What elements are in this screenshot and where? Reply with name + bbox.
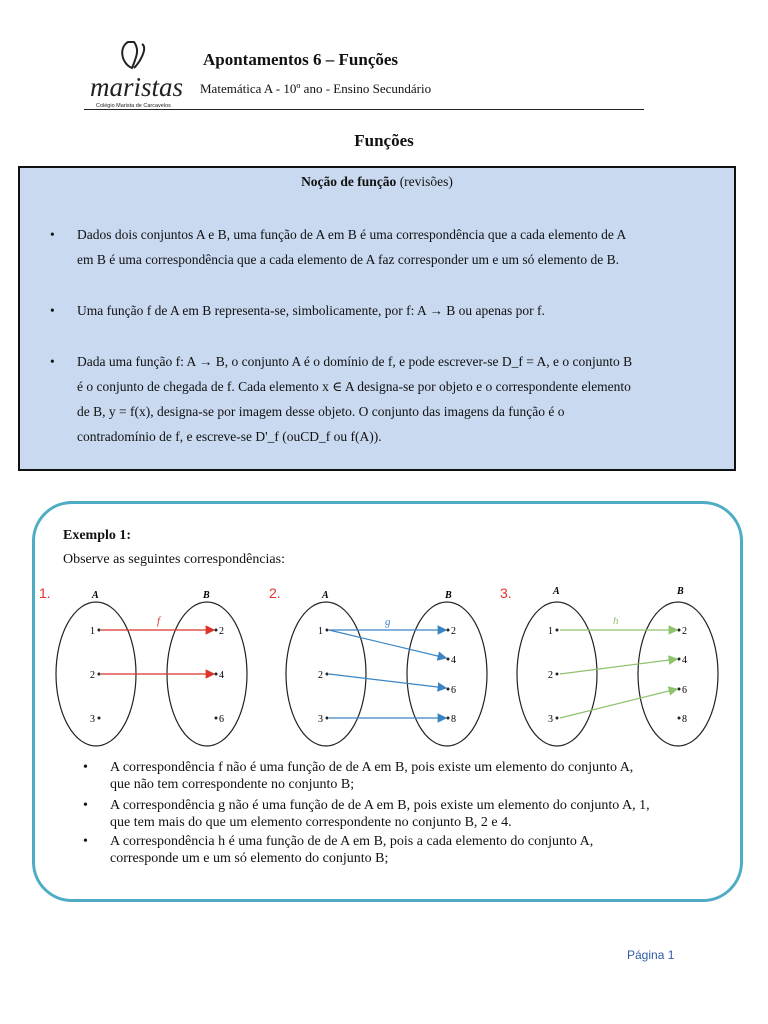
diagram-2-set-a-label: A — [322, 590, 329, 601]
point-dot — [326, 673, 329, 676]
point-dot — [447, 658, 450, 661]
definition-bullet-1-line-1: Dados dois conjuntos A e B, uma função de A em B é uma correspondência que a cada elemento de A — [77, 227, 627, 242]
diagram-3-b-element-3: 6 — [682, 685, 687, 696]
point-dot — [556, 717, 559, 720]
point-dot — [447, 717, 450, 720]
diagram-3-a-element-2: 2 — [548, 670, 553, 681]
point-dot — [326, 717, 329, 720]
example-title: Exemplo 1: — [63, 528, 132, 543]
diagram-1-b-element-1: 2 — [219, 626, 224, 637]
diagram-1 — [39, 585, 247, 746]
point-dot — [215, 629, 218, 632]
bullet-dot: • — [50, 227, 55, 242]
definition-bullet-3-line-4: contradomínio de f, e escreve-se D'_f (ouCD_f ou f(A)). — [77, 429, 382, 444]
diagram-1-b-element-3: 6 — [219, 714, 224, 725]
diagram-1-a-element-2: 2 — [90, 670, 95, 681]
diagram-3-a-element-3: 3 — [548, 714, 553, 725]
point-dot — [98, 629, 101, 632]
diagram-1-b-element-2: 4 — [219, 670, 224, 681]
diagram-2-function-label: g — [385, 616, 391, 628]
example-box — [32, 501, 743, 902]
header-divider — [84, 109, 644, 110]
definition-bullet-3-line-3: de B, y = f(x), designa-se por imagem desse objeto. O conjunto das imagens da função é o — [77, 404, 565, 419]
definition-bullet-1 — [50, 222, 720, 272]
point-dot — [678, 629, 681, 632]
definition-bullet-1-line-2: em B é uma correspondência que a cada elemento de A faz corresponder um e um só elemento de B. — [77, 252, 620, 267]
point-dot — [447, 688, 450, 691]
page-number: Página 1 — [627, 948, 675, 962]
example-item-1-line-1: A correspondência f não é uma função de de A em B, pois existe um elemento do conjunto A, — [110, 760, 634, 775]
diagram-2-b-element-1: 2 — [451, 626, 456, 637]
point-dot — [447, 629, 450, 632]
diagram-2 — [269, 585, 487, 746]
diagram-3-a-element-1: 1 — [548, 626, 553, 637]
diagram-2-b-element-3: 6 — [451, 685, 456, 696]
diagram-3 — [500, 585, 718, 746]
example-intro: Observe as seguintes correspondências: — [63, 552, 285, 567]
diagram-3-set-b-label: B — [677, 586, 684, 597]
point-dot — [215, 717, 218, 720]
definition-box-title — [20, 174, 734, 190]
diagram-3-arrow — [560, 689, 677, 718]
example-item-1 — [83, 759, 703, 793]
diagram-3-b-element-1: 2 — [682, 626, 687, 637]
definition-title-bold: Noção de função — [301, 174, 397, 189]
point-dot — [678, 688, 681, 691]
diagram-2-b-element-2: 4 — [451, 655, 456, 666]
example-item-2-line-1: A correspondência g não é uma função de de A em B, pois existe um elemento do conjunto A, 1, — [110, 798, 650, 813]
definition-box — [18, 166, 736, 471]
point-dot — [98, 717, 101, 720]
bullet-dot: • — [83, 834, 88, 849]
example-item-2 — [83, 797, 703, 831]
diagram-2-arrow — [329, 630, 446, 658]
page-heading: Funções — [354, 131, 414, 150]
bullet-dot: • — [50, 303, 55, 318]
example-item-3-line-1: A correspondência h é uma função de de A em B, pois a cada elemento do conjunto A, — [110, 834, 594, 849]
logo-subtext: Colégio Marista de Carcavelos — [96, 103, 171, 109]
point-dot — [678, 658, 681, 661]
point-dot — [326, 629, 329, 632]
diagram-2-a-element-3: 3 — [318, 714, 323, 725]
document-title: Apontamentos 6 – Funções — [203, 50, 399, 69]
diagram-1-function-label: f — [157, 615, 161, 627]
bullet-dot: • — [50, 354, 55, 369]
logo-text: maristas — [90, 72, 184, 102]
school-logo — [88, 38, 188, 110]
diagram-3-arrow — [560, 659, 677, 674]
diagram-1-set-a-label: A — [92, 590, 99, 601]
diagram-2-arrow — [329, 674, 446, 688]
diagram-2-b-element-4: 8 — [451, 714, 456, 725]
diagram-2-a-element-1: 1 — [318, 626, 323, 637]
point-dot — [215, 673, 218, 676]
diagram-2-set-b — [407, 602, 487, 746]
diagram-3-function-label: h — [613, 615, 619, 627]
example-item-3 — [83, 833, 703, 867]
definition-title-rest: (revisões) — [396, 174, 453, 189]
diagram-3-set-b — [638, 602, 718, 746]
diagram-2-a-element-2: 2 — [318, 670, 323, 681]
example-item-3-line-2: corresponde um e um só elemento do conjunto B; — [110, 851, 389, 866]
diagram-1-a-element-3: 3 — [90, 714, 95, 725]
bullet-dot: • — [83, 760, 88, 775]
point-dot — [98, 673, 101, 676]
diagram-1-number: 1. — [39, 585, 51, 601]
definition-bullet-3-line-2: é o conjunto de chegada de f. Cada elemento x ∈ A designa-se por objeto e o correspondente elemento — [77, 379, 631, 394]
diagram-1-a-element-1: 1 — [90, 626, 95, 637]
document-subtitle: Matemática A - 10º ano - Ensino Secundário — [200, 81, 432, 96]
example-item-1-line-2: que não tem correspondente no conjunto B; — [110, 777, 355, 792]
definition-bullet-2-text: Uma função f de A em B representa-se, simbolicamente, por f: A → B ou apenas por f. — [77, 303, 545, 318]
bullet-dot: • — [83, 798, 88, 813]
point-dot — [556, 673, 559, 676]
diagram-3-b-element-2: 4 — [682, 655, 687, 666]
correspondence-diagrams — [35, 579, 735, 754]
diagram-3-set-a-label: A — [553, 586, 560, 597]
diagram-3-number: 3. — [500, 585, 512, 601]
diagram-3-b-element-4: 8 — [682, 714, 687, 725]
diagram-1-set-b-label: B — [203, 590, 210, 601]
definition-bullet-3-line-1: Dada uma função f: A → B, o conjunto A é o domínio de f, e pode escrever-se D_f = A, e o conjunto B — [77, 354, 633, 369]
point-dot — [678, 717, 681, 720]
definition-bullet-3 — [50, 349, 720, 449]
example-item-2-line-2: que tem mais do que um elemento correspondente no conjunto B, 2 e 4. — [110, 815, 512, 830]
diagram-2-set-b-label: B — [445, 590, 452, 601]
point-dot — [556, 629, 559, 632]
diagram-2-number: 2. — [269, 585, 281, 601]
definition-bullet-2 — [50, 298, 720, 323]
